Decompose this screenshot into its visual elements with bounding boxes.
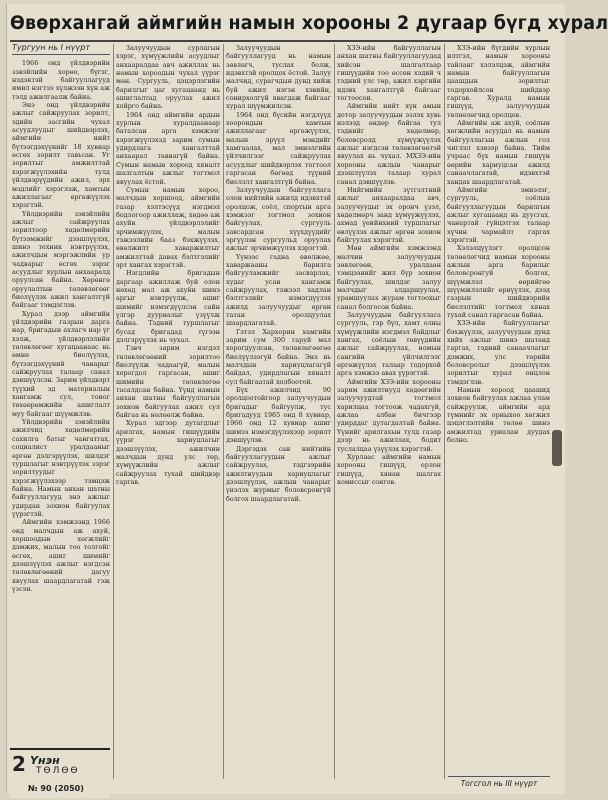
paragraph: Бүх ажилчид 90 оролцоотойгоор залуучуудын бригадыг байгуулж, тус бригадууд 1965 онд 8 хувиар, 1966 онд 12 хувиар ашиг шимээ нэмэгдүүлэхээр зорилт дэвшүүлэв. — [226, 386, 331, 445]
paragraph: Мөн аймгийн хэмжээнд малчин залуучуудын зөвлөгөөн, уралдаан тэмцээнийг жил бүр зохион байгуулах, шилдэг залуу малчдыг алдаршуулах, урамшуулах журам тогтоохыг санал болгосон байна. — [337, 244, 441, 311]
paragraph: Аймгийн нийт хүн амын дотор залуучуудын эзлэх хувь нэлээд өндөр байгаа тул тэднийг хөдөлмөр, боловсролд хүмүүжүүлэх ажлыг нэгдсэн төлөвлөгөөтэй явуулах нь чухал. МХЗЭ-ийн хорооны ажлын чанарыг дээшлүүлэх талаар хурал санал дэвшүүлэв. — [337, 102, 441, 186]
ink-stain — [552, 430, 562, 466]
paragraph: Гэтэл Хархорин хамгийн зарим сум 300 гаруй мал хорогдуулсан, төлөвлөгөөгөө биелүүлээгүй байна. Энэ нь малчдын хариуцлагагүй байдал, удирдлагын хяналт сул байгаатай холбоотой. — [226, 327, 331, 386]
article-column-4 — [337, 44, 441, 774]
paragraph: Нийгмийн зүтгэлтний ажлыг анхааралдаа авч, залуучуудыг эх оронч үзэл, хөдөлмөрч занд хүмүүжүүлэх, ахмад үеийнхний туршлагыг өвлүүлэх ажлыг өргөн зохион байгуулах хэрэгтэй. — [337, 185, 441, 244]
paragraph: Хурлаас аймгийн намын хорооны гишүүд, орлон гишүүд, хянан шалгах комиссыг сонгов. — [337, 452, 441, 486]
page-number: 2 — [12, 752, 26, 776]
paragraph: Залуучуудын сурлагын хэрэг, хүмүүжлийн асуудлыг анхааралдаа авч ажиллах нь намын хороодын чухал үүрэг мөн. Сургууль, цэцэрлэгийн барилгыг цаг хугацаанд нь ашиглалтад оруулах ажил хойрго байна. — [116, 44, 220, 111]
page-headline: Өвөрхангай аймгийн намын хорооны 2 дугаар бүгд хурал — [10, 12, 608, 34]
paragraph: Хэлэлцүүлэгт оролцсон төлөөлөгчид намын хорооны ажлын арга барилыг боловсронгуй болгох, шүүмжлэл өөрийгөө шүүмжлэлийг өрнүүлэх, дээд газрын шийдвэрийн биелэлтийг тогтмол хянах тухай санал гаргасан байна. — [447, 244, 550, 319]
paragraph: Аймгийн эмнэлэг, сургууль, соёлын байгууллагуудын барилгын ажлыг хугацаанд нь дуусгах, чанартай гүйцэтгэх талаар хүчин чармайлт гаргах хэрэгтэй. — [447, 185, 550, 244]
paragraph: Хурал эдгээр дутагдлыг арилгах, намын гишүүдийн үүрэг хариуцлагыг дээшлүүлэх, ажилчин малчдын дунд улс төр, хүмүүжлийн ажлыг сайжруулах тухай шийдвэр гаргав. — [116, 419, 220, 486]
newspaper-name: Үнэн — [30, 754, 60, 767]
paragraph: 1964 онд аймгийн ардын хурлын хуралдаанаар баталсан арга хэмжээг хэрэгжүүлэхэд зарим сумын удирдлага хангалттай анхаарал тавиагүй байна. Сумын намын хороод хяналт шалгалтын ажлыг тогтмол явуулах ёстой. — [116, 110, 220, 186]
paragraph: Үйлдвэрийн зэвэйлийн ажилчид хөдөлмөрийн сахилга батыг чангатгах, социалист уралдааныг өргөн дэлгэрүүлэх, шилдэг туршлагыг нэвтрүүлэх зэрэг зорилтуудыг хэрэгжүүлэхээр тэмцэж байна. Намын анхан шатны байгууллагууд энэ ажлыг удирдан зохион байгуулах үүрэгтэй. — [12, 418, 110, 518]
paragraph: ХЗЭ-ийн байгууллагын анхан шатны байгууллагуудад хийсэн шалгалтаар гишүүдийн тоо өссөн хэдий ч тэдний улс төр, ажил хэргийн идэвх хангалтгүй байгааг тогтоосон. — [337, 44, 441, 103]
paragraph: Залуучуудын байгууллагууд нь намын зөвлөгч, туслах болж, идэвхтэй оролцох ёстой. Залуу малчид, сурагчдын дунд хийж буй ажил нэгэн хэвийн, сонирхолгүй явагдаж байгааг хурал шүүмжилсэн. — [226, 44, 331, 111]
paragraph: Сумын намын хороо, малчдын хоршоод, аймгийн газар хэлтэсүүд нэгдмэл бодлогоор ажиллаж, хөдөө аж ахуйн үйлдвэрлэлийг эрчимжүүлэх, малын тэжээлийн бааз бэхжүүлэх, өвөлжилт хаваржилтыг амжилттай давах бэлтгэлийг эрт хангах хэрэгтэй. — [116, 185, 220, 269]
paragraph: Залуучуудын байгууллага олон нийтийн ажилд идэвхтэй оролцож, соёл, спортын арга хэмжээг тогтмол зохион байгуулах, сургууль завсардсан хүүхдүүдийг эргүүлэн сургуульд оруулах ажлыг эрчимжүүлэх хэрэгтэй. — [226, 185, 331, 253]
column-divider — [444, 44, 445, 779]
paragraph: Гэвч зарим нэгдэл төлөвлөгөөний зорилтоо биелүүлж чадаагүй, малын хорогдол гаргасан, ашиг шимийн төлөвлөгөө тасалдсан байна. Үүнд намын анхан шатны байгууллагын зохион байгуулах ажил сул байгаа нь нөлөөлж байна. — [116, 344, 220, 420]
newspaper-masthead — [10, 748, 110, 798]
paragraph: Залуучуудын байгууллага сургууль, гэр бүл, хамт олны хүмүүжлийн нэгдмэл байдлыг хангах, соёлын төвүүдийн ажлыг сайжруулах, номын сангийн үйлчилгээг өргөжүүлэх талаар тодорхой арга хэмжээ авах үүрэгтэй. — [337, 311, 441, 378]
paragraph: 1966 онд үйлдвэрийн зэвэйлийн хорөо, бүгэг, нэдэктэй байгууллагууд имил нэгтээ хүлжээн хүн аж тэлд ажилгаалж байна. — [12, 59, 110, 101]
paragraph: Дэргэдэх сан нийтийн байгууллагуудын ажлыг сайжруулах, тэдгээрийн ажилтнуудын хариуцлагыг дээшлүүлэх, ажлын чанарыг үнэлэх журмыг боловсронгуй болгох шаардлагатай. — [226, 444, 331, 503]
paragraph: Энэ онд үйлдвэрийн ажлыг сайжруулах зорилт, эдийн засгийн чухал асуудлуудыг шийдвэрлэх, аймгийн нийт бүтээгдэхүүнийг 18 хувиар өсгөх зорилт тавьсан. Уг зорилтыг амжилттай хэрэгжүүлэхийн тулд үйлдвэрүүдийн ажил, эрх мэдлийг хэрэглэж, хамтын ажиллагааг өргөжүүлэх хэрэгтэй. — [12, 101, 110, 210]
issue-number: № 90 (2050) — [28, 784, 84, 793]
article-column-2 — [116, 44, 220, 774]
paragraph: ХЗЭ-ийн бүгдийн хурлын илтгэл, намын хорооны тайланг хэлэлцэж, аймгийн намын байгууллагын цаашдын зорилтыг тодорхойлсон шийдвэр гаргав. Хуралд намын гишүүд, залуучуудын төлөөлөгчид оролцов. — [447, 44, 550, 119]
paragraph: ХЗЭ-ийн байгууллагыг бэхжүүлэх, залуучуудын дунд хийх ажлыг шинэ шатанд гаргах, тэдний санаачлагыг дэмжих, улс төрийн боловсролыг дээшлүүлэх зорилтыг хурал онцлон тэмдэглэв. — [447, 319, 550, 386]
paragraph: Хурал дээр аймгийн үйлдвэрийн газрын дарга нар, бригадын ахлагч нар үг хэлж, үйлдвэрлэлийн төлөвлөгөөг хугацаанаас нь өмнө биелүүлэх, бүтээгдэхүүний чанарыг сайжруулах талаар санал дэвшүүлсэн. Зарим үйлдвэрт түүхий эд материалын хангамж сул, тоног төхөөрөмжийн ашиглалт муу байгааг шүүмжлэв. — [12, 309, 110, 418]
column-divider — [113, 44, 114, 779]
paragraph: Үйлдвэрийн зэвэйлийн ажлыг сайжруулах зорилтоор хөдөлмөрийн бүтээмжийг дээшлүүлэх, шинэ техник нэвтрүүлэх, ажилчдын мэргэжлийн ур чадварыг өсгөх зэрэг асуудлыг хурлын анхааралд оруулсан байна. Хөрөнгө оруулалтын төлөвлөгөөг биелүүлэх ажил хангалтгүй байгааг тэмдэглэв. — [12, 209, 110, 310]
paragraph: 1964 онд бүсийн нэгдлүүд хоорондын хамтын ажиллагааг өргөжүүлэх, малын эрүүл мэндийг хамгаалах, мал эмнэлгийн үйлчилгээг сайжруулах асуудлыг шийдвэрлэх тогтоол гаргасан бөгөөд түүний биелэлт хангалтгүй байна. — [226, 110, 331, 186]
column-divider — [334, 44, 335, 779]
paragraph: Аймгийн хэмжээнд 1966 онд малчдын аж ахуй, хоршоодын хөгжлийг дэмжих, малын тоо толгойг өсгөх, ашиг шимийг дээшлүүлэх ажлыг нэгдсэн төлөвлөгөөний дагуу явуулах шаардлагатай гэж үзсэн. — [12, 518, 110, 593]
paragraph: Намын хороод цаашид зохион байгуулах ажлаа улам сайжруулж, аймгийн ард түмнийг эх орныхоо хөгжил цэцэглэлтийн төлөө шинэ амжилтад уриалан дуудах болно. — [447, 386, 550, 445]
article-column-1 — [12, 44, 110, 774]
article-column-3 — [226, 44, 331, 774]
article-column-5 — [447, 44, 550, 774]
paragraph: Аймгийн аж ахуй, соёлын хөгжлийн асуудал нь намын байгууллагын ажлын гол чиглэл хэвээр байна. Тийм учраас бүх намын гишүүн өөрийн хариуцсан ажилд санаачлагатай, идэвхтэй хандах шаардлагатай. — [447, 119, 550, 186]
continuation-kicker: Тургуун нь I нүүрт — [12, 44, 110, 55]
paragraph: Нэгдлийн бригадын даргаар ажиллаж буй олон нөхөд мал аж ахуйн шинэ аргыг нэвтрүүлж, ашиг шимийг нэмэгдүүлсэн сайн үлгэр дууриалыг үзүүлж байна. Тэдний туршлагыг бусад бригадад түгээн дэлгэрүүлэх нь чухал. — [116, 269, 220, 345]
newspaper-subtitle: ТӨЛӨӨ — [36, 766, 80, 776]
continued-note: Тогсгол нь III нүүрт — [448, 776, 550, 788]
headline-rule — [10, 40, 548, 42]
paragraph: Аймгийн ХЗЭ-ийн хорооны зарим ажилтнууд хөдөөгийн залуучуудтай тогтмол харилцаа тогтоож чадахгүй, ажлаа албан бичгээр удирддаг дутагдалтай байна. Үүнийг арилгахын тулд газар дээр нь ажиллах, бодит туслалцаа үзүүлэх хэрэгтэй. — [337, 377, 441, 453]
paragraph: Үүнээс гадна өвөлжөө, хаваржааны барилга байгууламжийг засварлах, худаг усан хангамж сайжруулах, тэжээл хадлан бэлтгэлийг нэмэгдүүлэх ажилд залуучуудыг өргөн татан оролцуулах шаардлагатай. — [226, 252, 331, 328]
column-divider — [223, 44, 224, 779]
